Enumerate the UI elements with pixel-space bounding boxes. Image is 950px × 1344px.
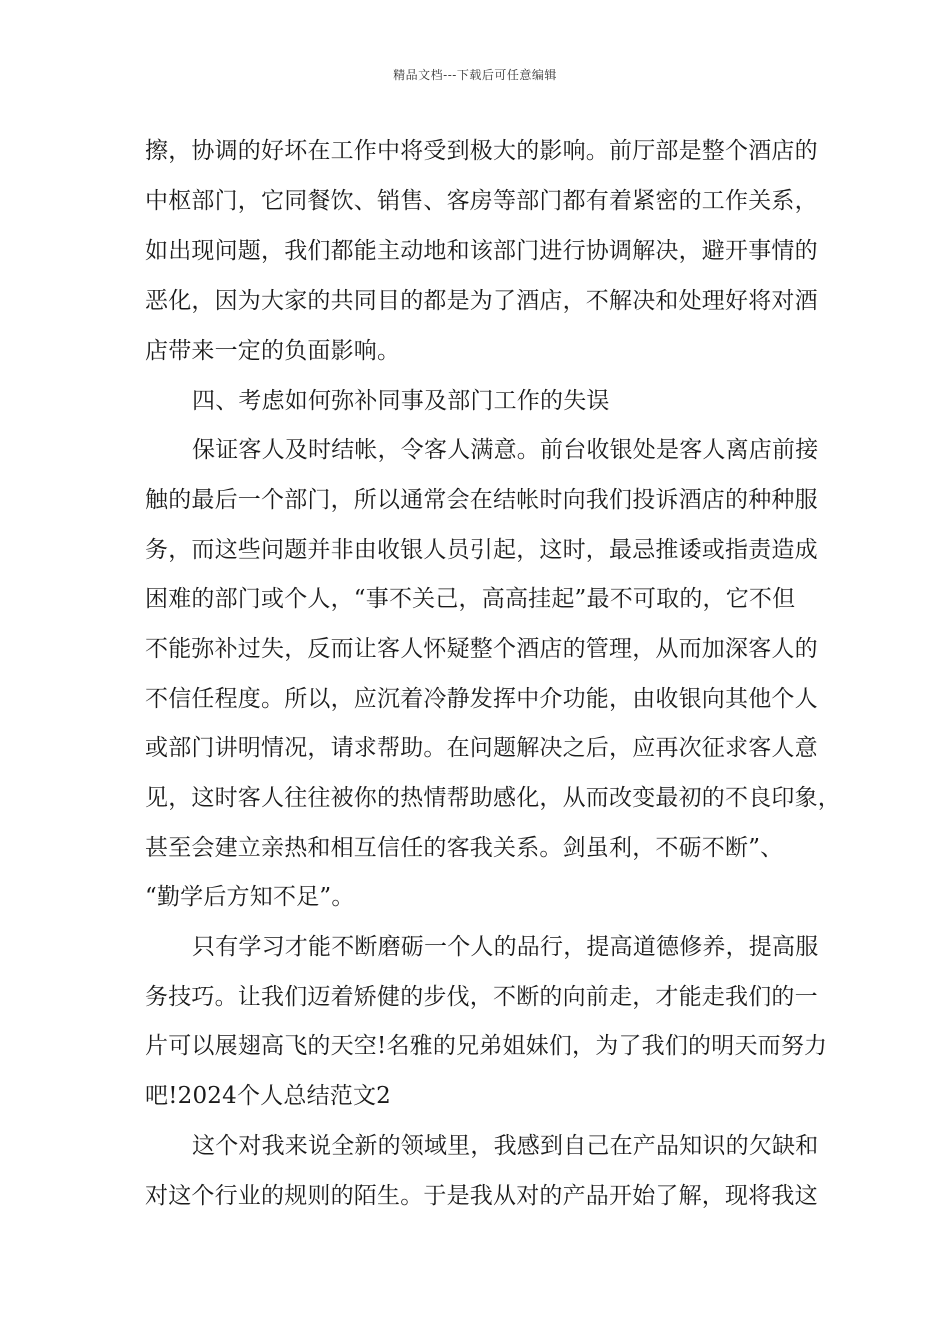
- paragraph-line: 困难的部门或个人，“事不关己，高高挂起”最不可取的，它不但: [145, 586, 796, 612]
- paragraph-line: 中枢部门，它同餐饮、销售、客房等部门都有着紧密的工作关系，: [145, 188, 818, 214]
- paragraph-line: 不能弥补过失，反而让客人怀疑整个酒店的管理，从而加深客人的: [145, 636, 818, 662]
- paragraph-line: 见，这时客人往往被你的热情帮助感化，从而改变最初的不良印象，: [145, 785, 841, 811]
- paragraph-line: 保证客人及时结帐，令客人满意。前台收银处是客人离店前接: [192, 437, 819, 463]
- paragraph-line: 这个对我来说全新的领域里，我感到自己在产品知识的欠缺和: [192, 1133, 819, 1159]
- paragraph-line: 如出现问题，我们都能主动地和该部门进行协调解决，避开事情的: [145, 238, 818, 264]
- paragraph-line: 只有学习才能不断磨砺一个人的品行，提高道德修养，提高服: [192, 934, 819, 960]
- paragraph-line: 吧!2024个人总结范文2: [145, 1083, 392, 1109]
- paragraph-line: 务技巧。让我们迈着矫健的步伐，不断的向前走，才能走我们的一: [145, 984, 818, 1010]
- paragraph-line: 不信任程度。所以，应沉着冷静发挥中介功能，由收银向其他个人: [145, 686, 818, 712]
- paragraph-line: 触的最后一个部门，所以通常会在结帐时向我们投诉酒店的种种服: [145, 487, 818, 513]
- paragraph-line: “勤学后方知不足”。: [145, 884, 355, 910]
- paragraph-line: 片可以展翅高飞的天空!名雅的兄弟姐妹们，为了我们的明天而努力: [145, 1033, 828, 1059]
- paragraph-line: 店带来一定的负面影响。: [145, 338, 401, 364]
- paragraph-line: 或部门讲明情况，请求帮助。在问题解决之后，应再次征求客人意: [145, 735, 818, 761]
- paragraph-line: 擦，协调的好坏在工作中将受到极大的影响。前厅部是整个酒店的: [145, 138, 818, 164]
- page-header: 精品文档---下载后可任意编辑: [393, 68, 557, 82]
- paragraph-line: 恶化，因为大家的共同目的都是为了酒店，不解决和处理好将对酒: [145, 288, 818, 314]
- section-heading: 四、考虑如何弥补同事及部门工作的失误: [192, 388, 610, 414]
- paragraph-line: 务，而这些问题并非由收银人员引起，这时，最忌推诿或指责造成: [145, 537, 818, 563]
- paragraph-line: 对这个行业的规则的陌生。于是我从对的产品开始了解，现将我这: [145, 1183, 818, 1209]
- paragraph-line: 甚至会建立亲热和相互信任的客我关系。剑虽利，不砺不断”、: [145, 835, 784, 861]
